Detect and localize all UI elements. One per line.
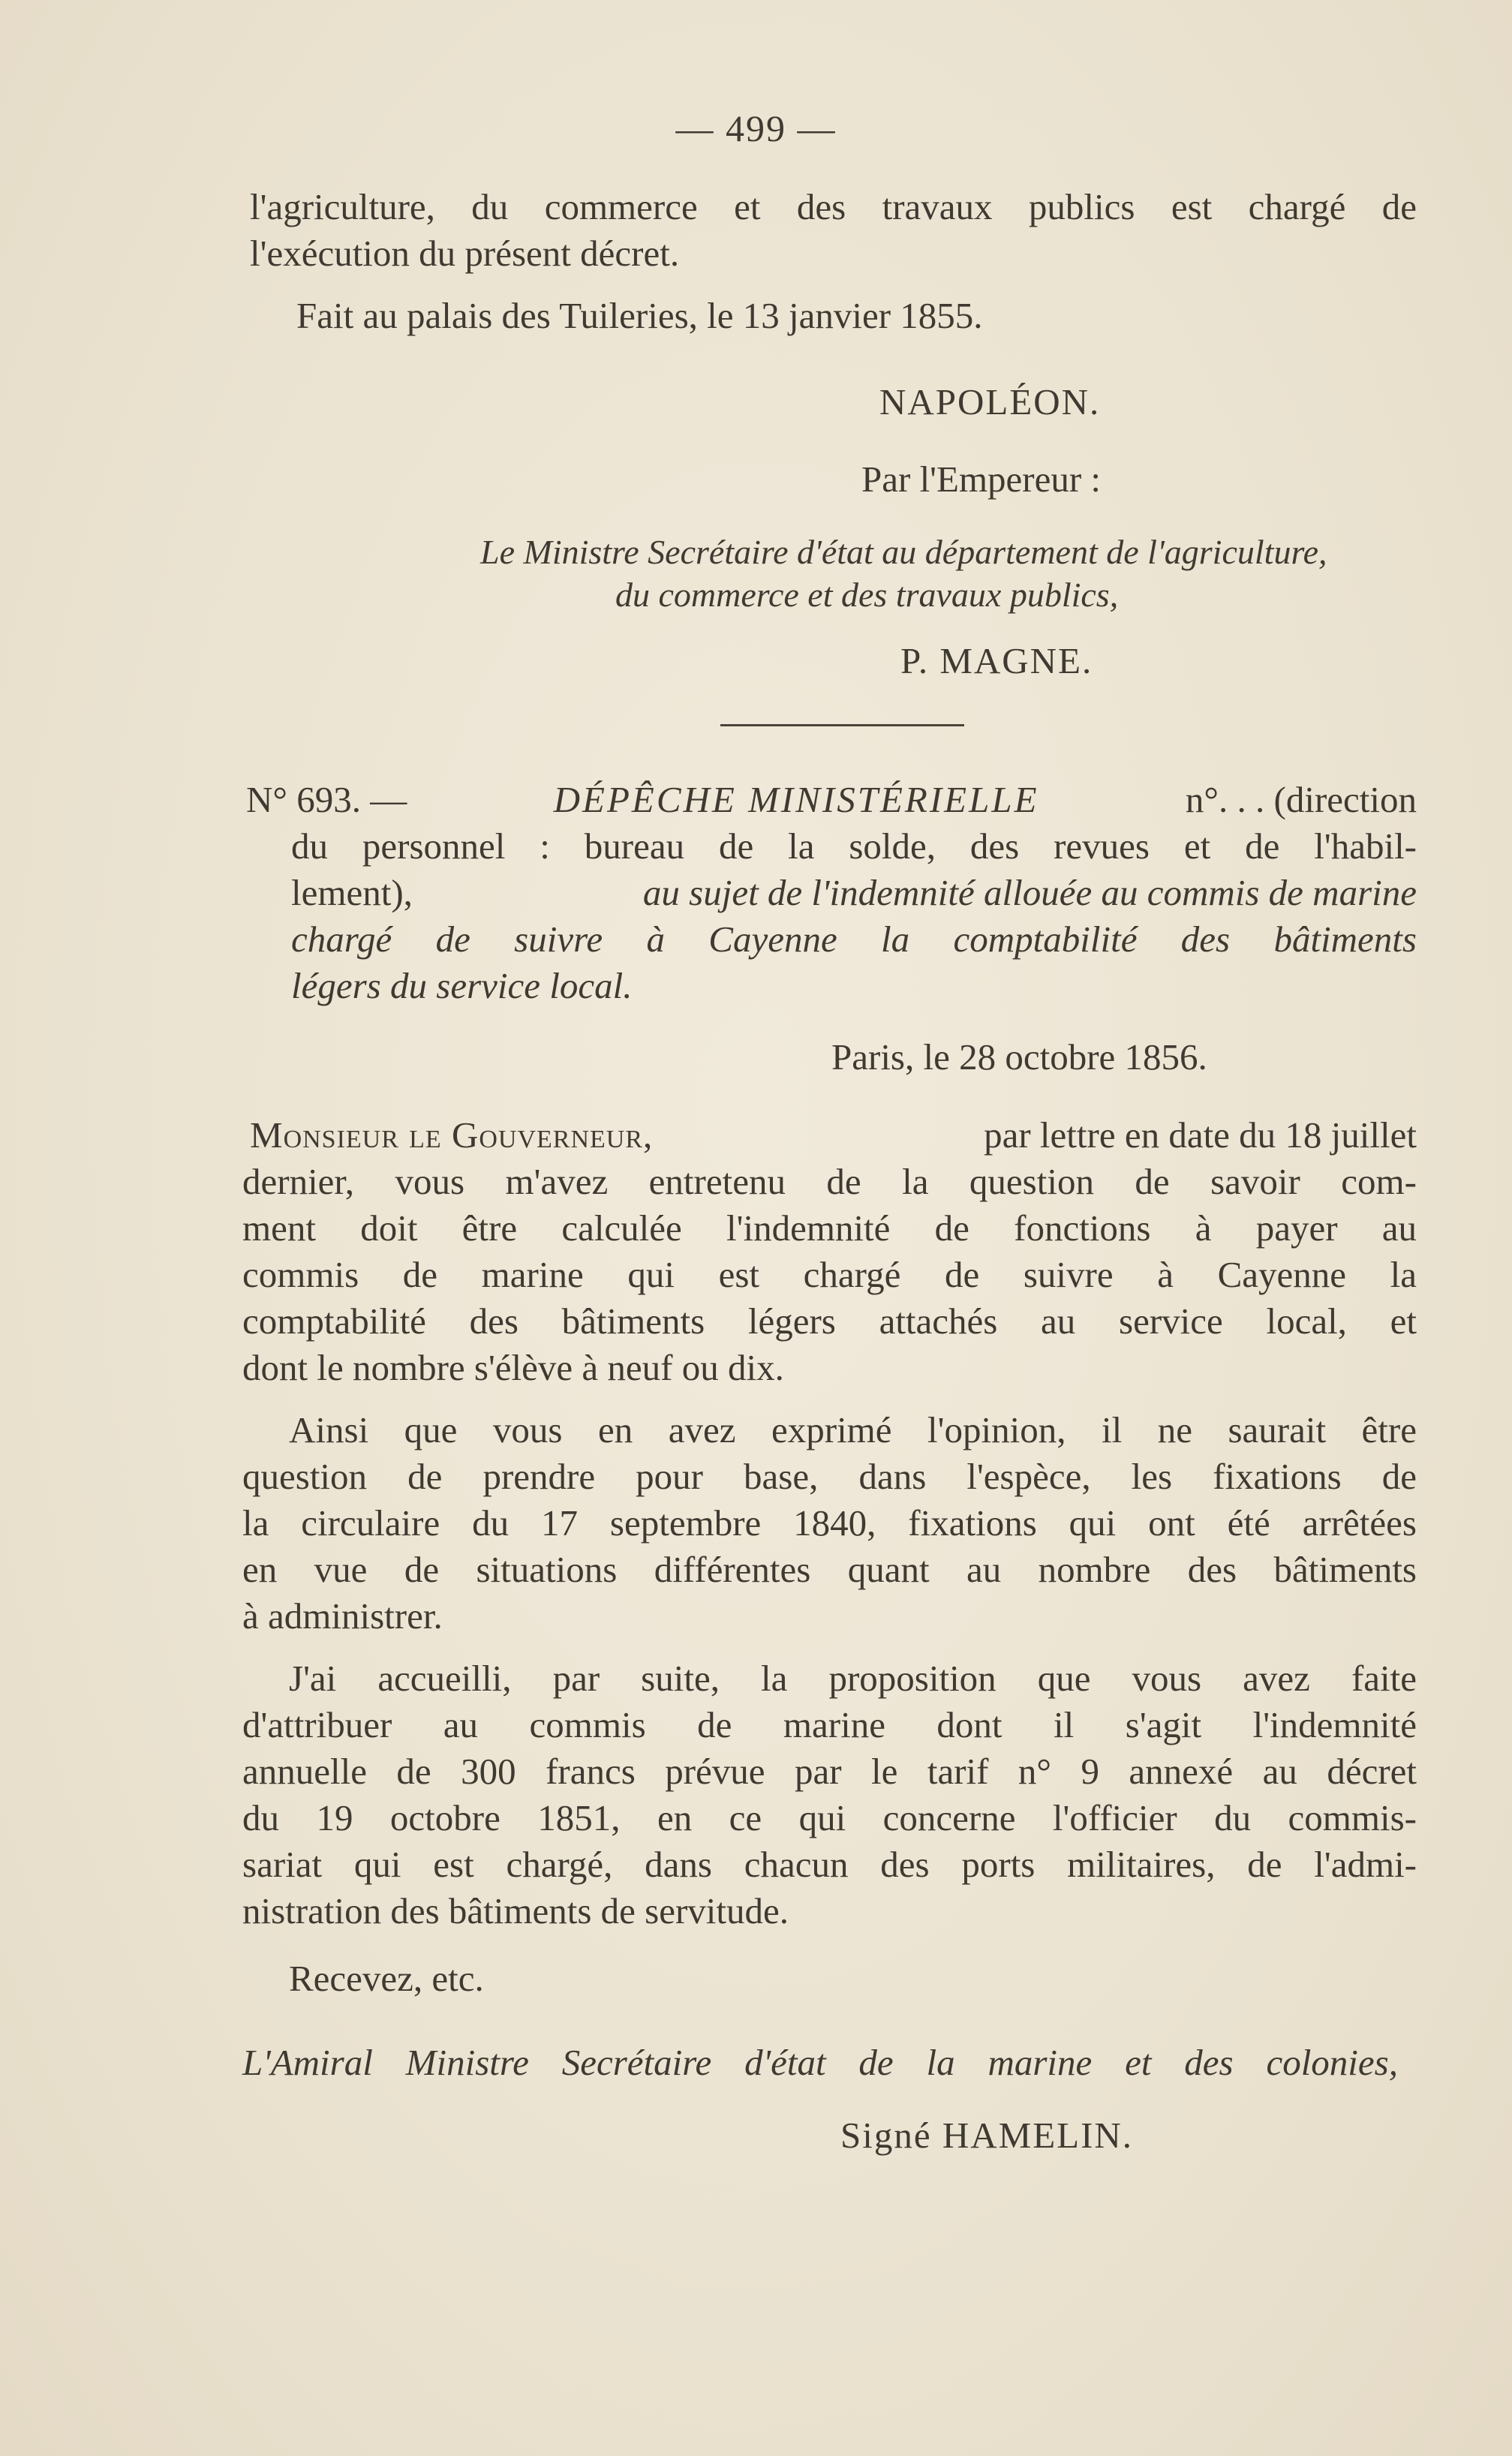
section-divider xyxy=(720,724,964,726)
dispatch-subject: au sujet de l'indemnité allouée au commis de marine xyxy=(642,872,1417,913)
decree-signer: NAPOLÉON. xyxy=(879,381,1101,422)
paragraph-line: comptabilité des bâtiments légers attachés au service local, et xyxy=(242,1300,1417,1342)
paragraph-line: du 19 octobre 1851, en ce qui concerne l'officier du commis- xyxy=(242,1797,1417,1838)
signature: Signé HAMELIN. xyxy=(840,2115,1134,2156)
decree-text-line: l'exécution du présent décret. xyxy=(250,233,680,274)
paragraph-line: en vue de situations différentes quant au nombre des bâtiments xyxy=(242,1549,1417,1590)
signatory-title: L'Amiral Ministre Secrétaire d'état de la marine et des colonies, xyxy=(242,2042,1398,2083)
paragraph-line: question de prendre pour base, dans l'espèce, les fixations de xyxy=(242,1456,1417,1497)
paragraph-line: annuelle de 300 francs prévue par le tarif n° 9 annexé au décret xyxy=(242,1751,1417,1792)
dispatch-subject-line: chargé de suivre à Cayenne la comptabilité des bâtiments xyxy=(291,918,1417,960)
dispatch-heading-line xyxy=(291,870,1417,916)
paragraph-line: d'attribuer au commis de marine dont il s'agit l'indemnité xyxy=(242,1704,1417,1745)
dispatch-heading-line: du personnel : bureau de la solde, des revues et de l'habil- xyxy=(291,825,1417,867)
minister-title-line: Le Ministre Secrétaire d'état au département de l'agriculture, xyxy=(480,533,1327,571)
minister-title-line: du commerce et des travaux publics, xyxy=(615,576,1119,614)
dispatch-subject-line: légers du service local. xyxy=(291,965,633,1006)
decree-text-line: l'agriculture, du commerce et des travaux publics est chargé de xyxy=(250,186,1417,227)
dispatch-heading-rest: n°. . . (direction xyxy=(1185,779,1417,820)
paragraph-line: dernier, vous m'avez entretenu de la question de savoir com- xyxy=(242,1161,1417,1202)
dispatch-title: DÉPÊCHE MINISTÉRIELLE xyxy=(553,779,1039,820)
paragraph-line: commis de marine qui est chargé de suivre à Cayenne la xyxy=(242,1254,1417,1295)
place-date: Paris, le 28 octobre 1856. xyxy=(831,1036,1207,1078)
paragraph-line: ment doit être calculée l'indemnité de fonctions à payer au xyxy=(242,1207,1417,1249)
paragraph-line: sariat qui est chargé, dans chacun des ports militaires, de l'admi- xyxy=(242,1844,1417,1885)
minister-name: P. MAGNE. xyxy=(900,640,1093,681)
closing: Recevez, etc. xyxy=(289,1958,484,1999)
paragraph-line: à administrer. xyxy=(242,1595,443,1637)
paragraph-line: J'ai accueilli, par suite, la proposition que vous avez faite xyxy=(289,1658,1417,1699)
paragraph-line: Ainsi que vous en avez exprimé l'opinion, il ne saurait être xyxy=(289,1409,1417,1450)
dispatch-heading-line xyxy=(246,777,1417,823)
page-number: — 499 — xyxy=(675,107,837,149)
dispatch-heading-roman: lement), xyxy=(291,872,413,913)
by-the-emperor: Par l'Empereur : xyxy=(861,458,1102,500)
paragraph-line: la circulaire du 17 septembre 1840, fixations qui ont été arrêtées xyxy=(242,1502,1417,1544)
decree-date: Fait au palais des Tuileries, le 13 janvier 1855. xyxy=(296,295,983,336)
dispatch-number: N° 693. — xyxy=(246,779,407,820)
paragraph-line: dont le nombre s'élève à neuf ou dix. xyxy=(242,1347,784,1388)
salutation: Monsieur le Gouverneur, xyxy=(250,1114,654,1156)
paragraph-line: nistration des bâtiments de servitude. xyxy=(242,1890,789,1931)
paragraph-text: par lettre en date du 18 juillet xyxy=(984,1114,1417,1156)
paragraph-line xyxy=(250,1112,1417,1159)
